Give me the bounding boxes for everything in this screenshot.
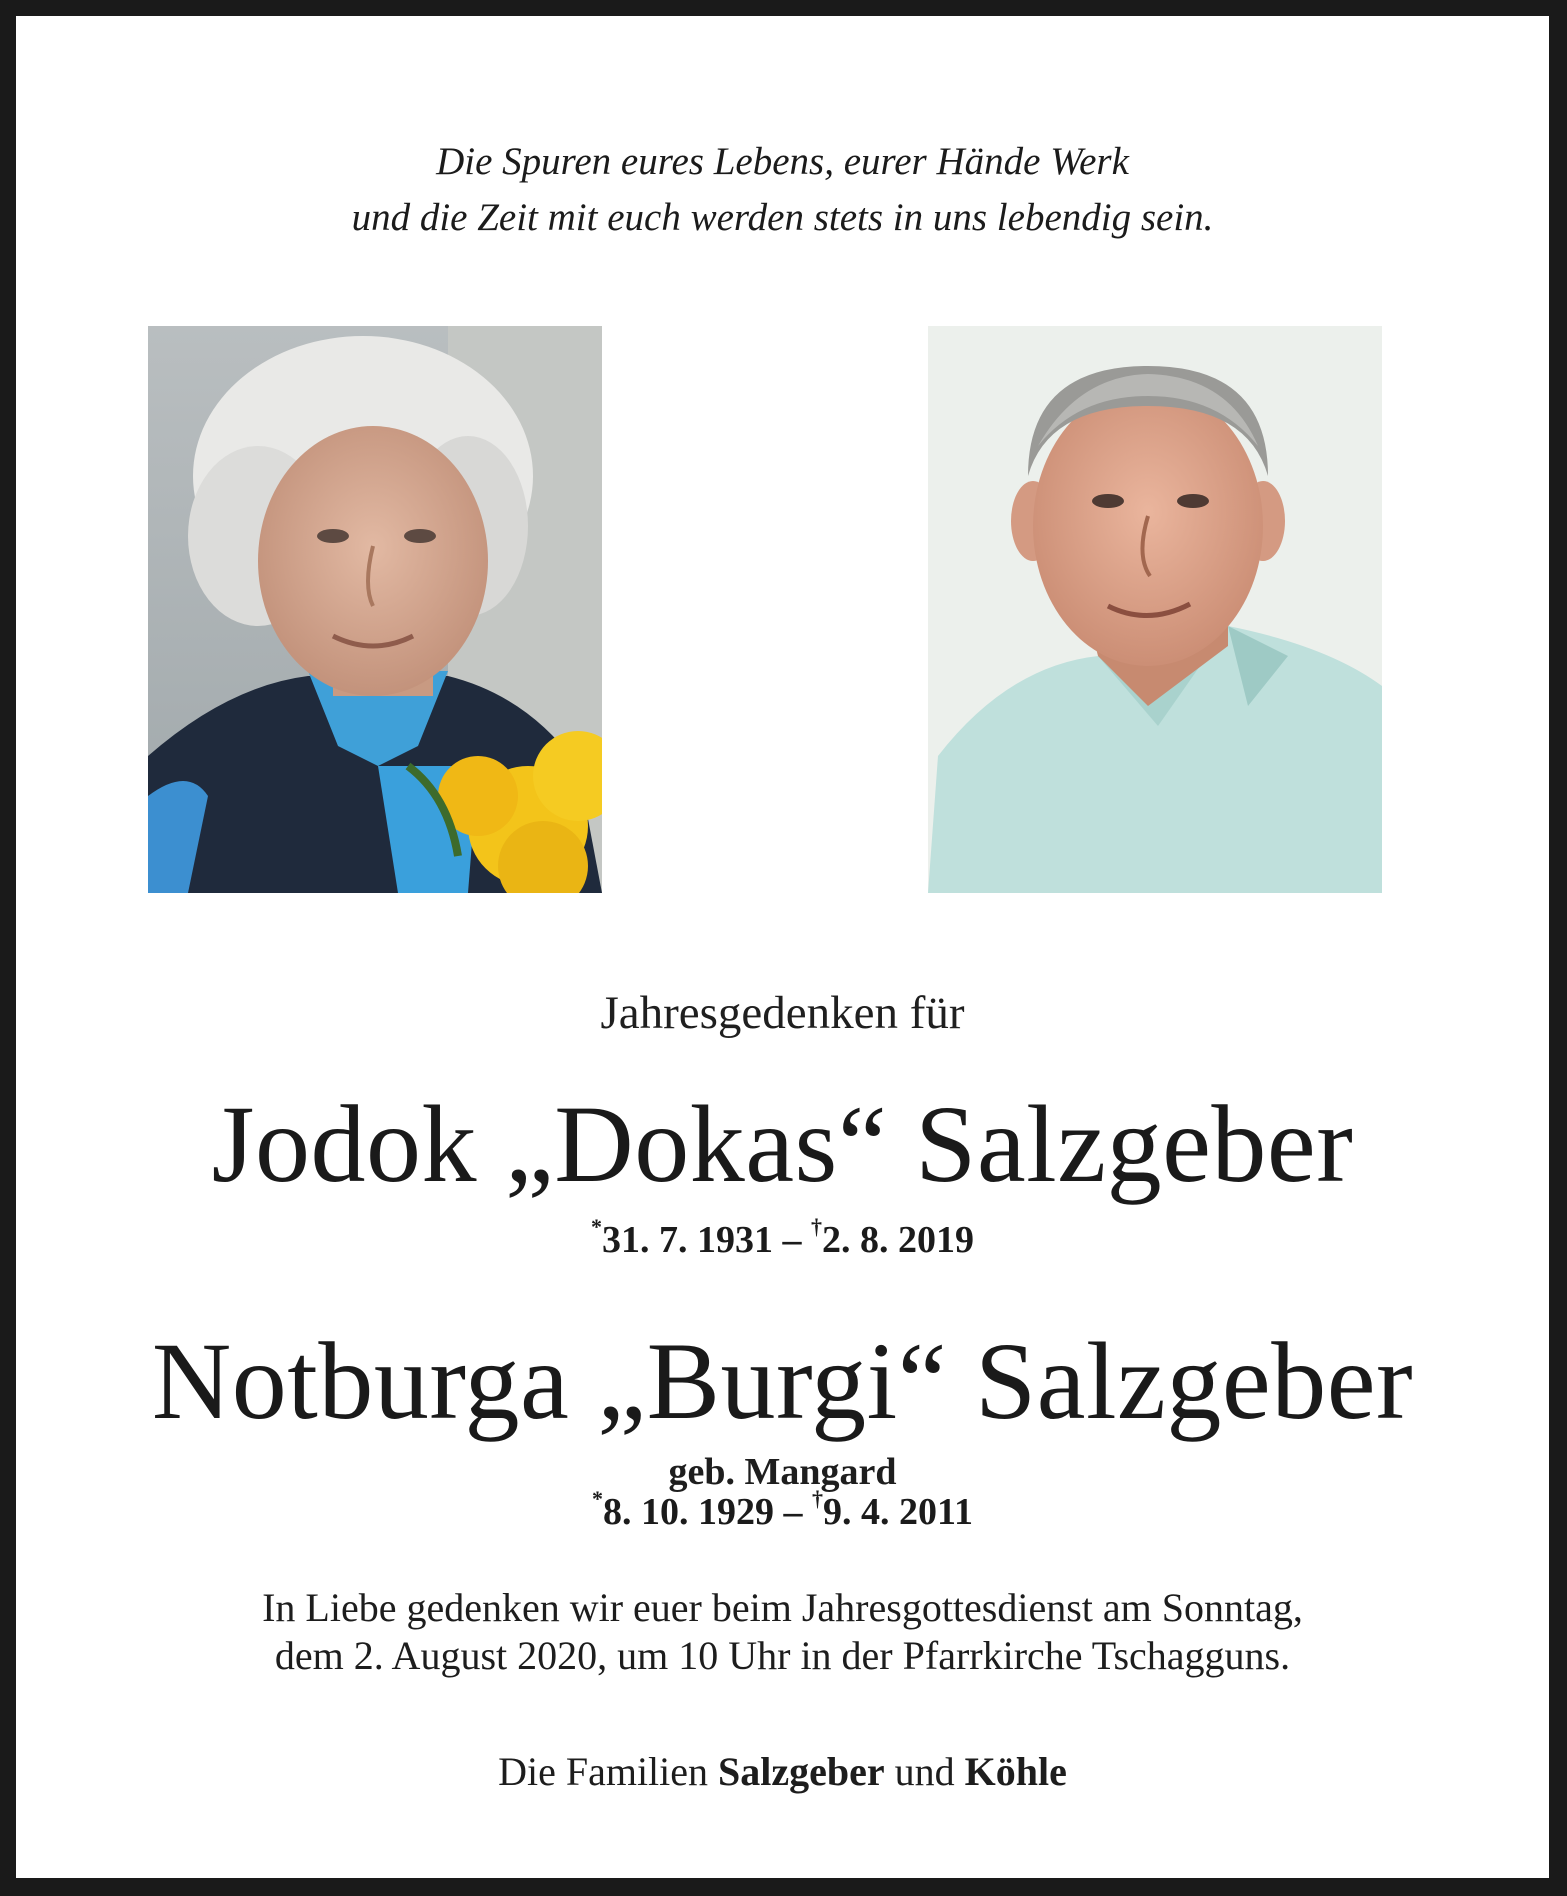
birth-date: 31. 7. 1931 — [602, 1219, 773, 1261]
portrait-man — [928, 326, 1382, 893]
death-date: 9. 4. 2011 — [823, 1491, 973, 1533]
motto-line-2: und die Zeit mit euch werden stets in uns lebendig sein. — [351, 196, 1214, 239]
motto-line-1: Die Spuren eures Lebens, eurer Hände Werk — [436, 140, 1129, 183]
person-2-dates — [16, 1486, 1549, 1534]
person-2-maiden-name: geb. Mangard — [668, 1451, 897, 1493]
family-name-2: Köhle — [964, 1749, 1067, 1794]
families-prefix: Die Familien — [498, 1749, 719, 1794]
birth-symbol: * — [591, 1214, 602, 1240]
birth-date: 8. 10. 1929 — [603, 1491, 775, 1533]
date-separator: – — [773, 1219, 811, 1261]
birth-symbol: * — [592, 1486, 604, 1512]
families-signature — [16, 1748, 1549, 1795]
portrait-woman — [148, 326, 602, 893]
death-date: 2. 8. 2019 — [822, 1219, 974, 1261]
obituary-card — [16, 16, 1549, 1878]
date-separator: – — [774, 1491, 813, 1533]
person-2-name: Notburga „Burgi“ Salzgeber — [151, 1320, 1414, 1442]
mass-line-2: dem 2. August 2020, um 10 Uhr in der Pfarrkirche Tschagguns. — [274, 1633, 1291, 1678]
family-name-1: Salzgeber — [718, 1749, 885, 1794]
person-1-name: Jodok „Dokas“ Salzgeber — [211, 1083, 1354, 1205]
person-1-dates — [16, 1214, 1549, 1262]
motto — [16, 134, 1549, 246]
death-symbol: † — [812, 1486, 824, 1512]
memorial-intro: Jahresgedenken für — [600, 987, 965, 1039]
mass-line-1: In Liebe gedenken wir euer beim Jahresgottesdienst am Sonntag, — [262, 1585, 1303, 1630]
death-symbol: † — [811, 1214, 822, 1240]
mass-announcement — [16, 1584, 1549, 1680]
families-conjunction: und — [884, 1749, 965, 1794]
